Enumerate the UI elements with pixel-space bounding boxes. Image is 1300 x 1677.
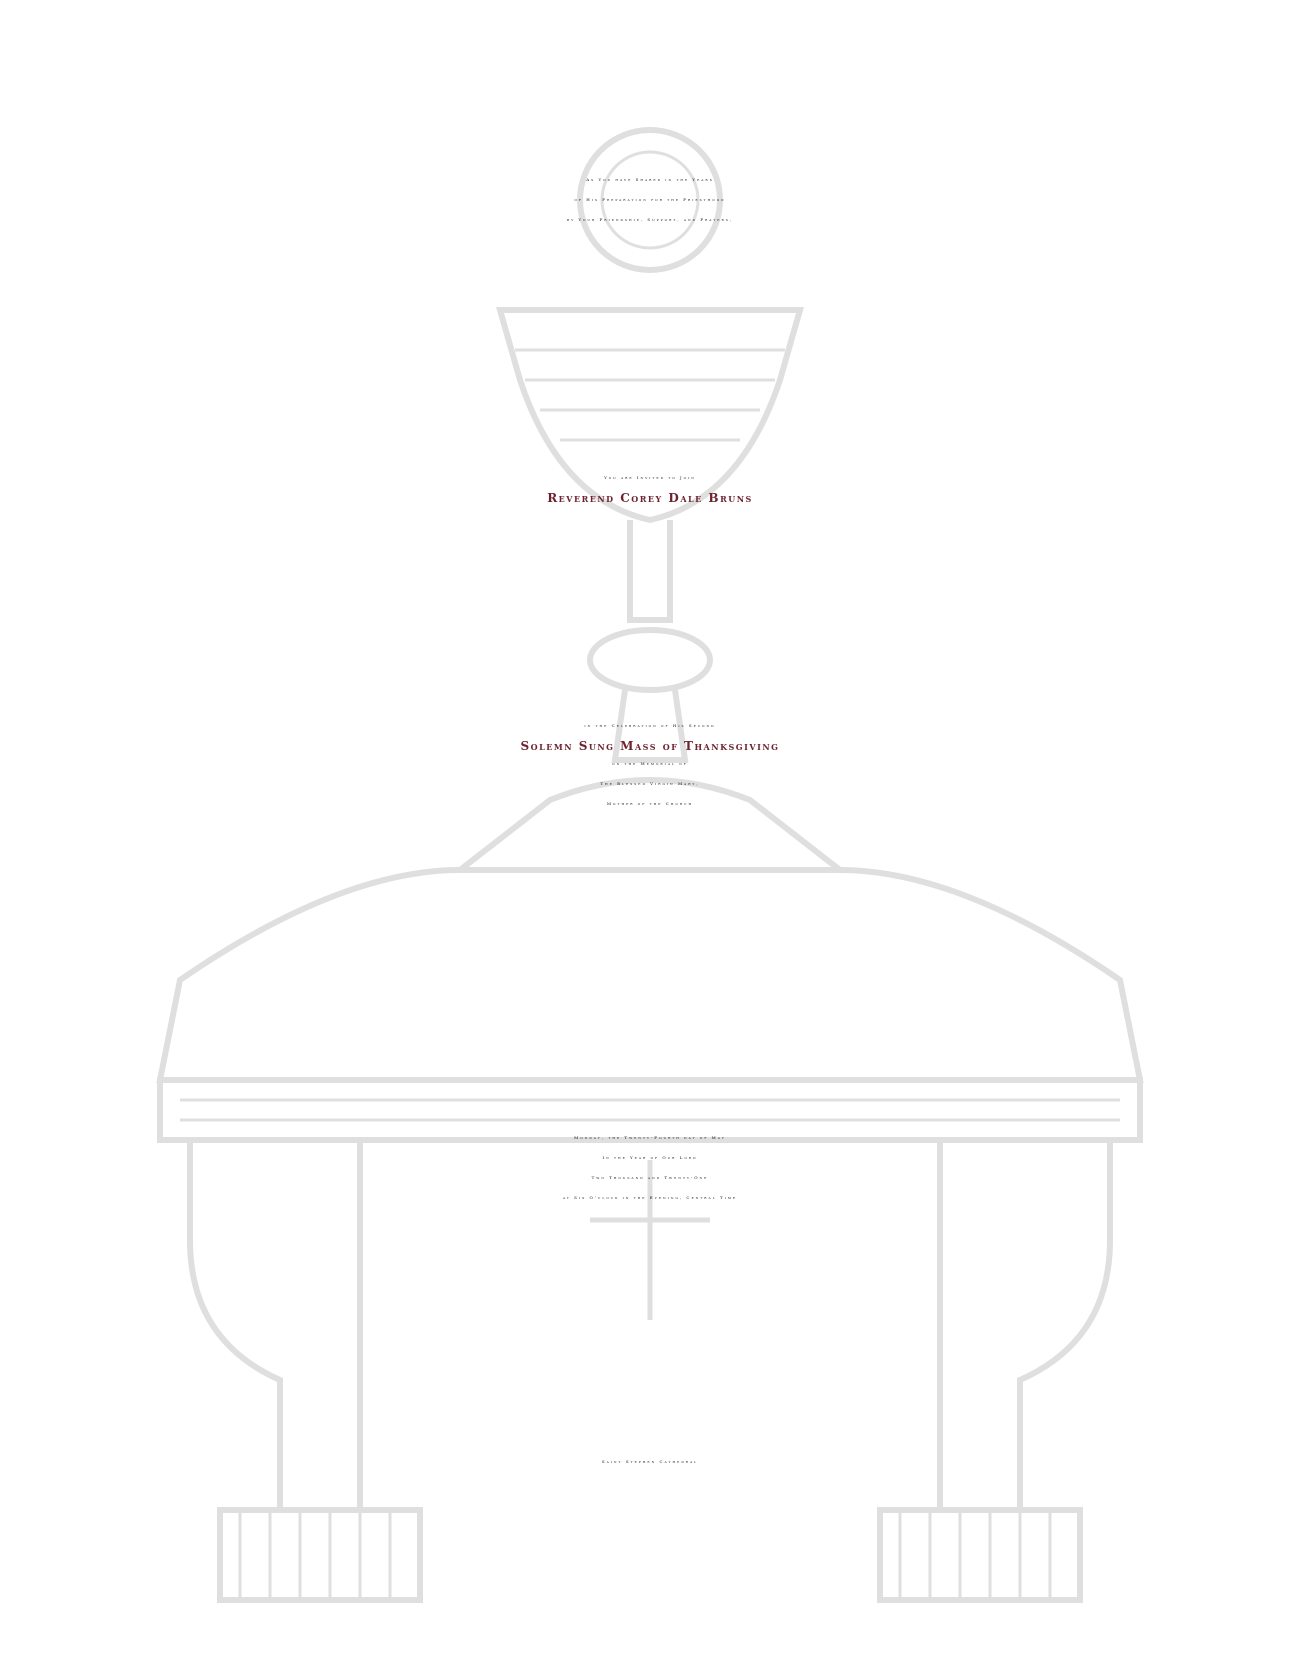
invite-line: You are Invited to Join [604, 475, 696, 480]
venue-name: Saint Stephen Cathedral [601, 1459, 699, 1464]
memorial-line-1: on the Memorial of [612, 761, 688, 766]
intro-line-3: by Your Friendship, Support, and Prayers, [566, 217, 734, 222]
date-line-2: In the Year of Our Lord [602, 1155, 698, 1160]
celebration-section [0, 724, 1300, 806]
celebration-line: in the Celebration of His Second [584, 723, 716, 728]
date-line-4: at Six O’clock in the Evening, Central Time [562, 1195, 738, 1200]
date-line-3: Two Thousand and Twenty-One [591, 1175, 709, 1180]
memorial-line-2: The Blessed Virgin Mary, [600, 781, 700, 786]
intro-paragraph [0, 178, 1300, 222]
date-section [0, 1136, 1300, 1200]
honoree-name: Reverend Corey Dale Bruns [547, 491, 753, 505]
mass-title: Solemn Sung Mass of Thanksgiving [520, 739, 780, 753]
chalice-stole-icon [120, 80, 1180, 1620]
memorial-line-3: Mother of the Church [606, 801, 694, 806]
invite-section [0, 476, 1300, 504]
intro-line-2: of His Preparation for the Priesthood [574, 197, 726, 202]
intro-line-1: As You have Shared in the Years [586, 177, 714, 182]
date-line-1: Monday, the Twenty-Fourth day of May [574, 1135, 726, 1140]
venue-section [0, 1460, 1300, 1482]
